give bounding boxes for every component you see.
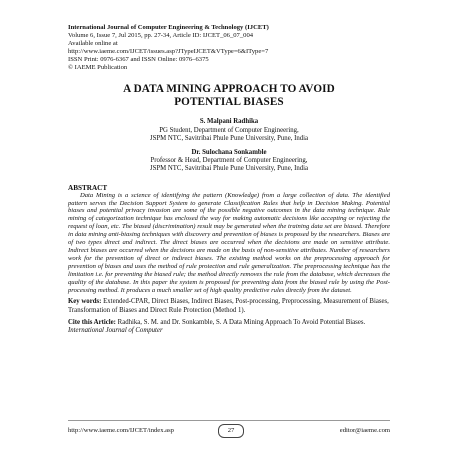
footer-url[interactable]: http://www.iaeme.com/IJCET/index.asp bbox=[68, 427, 174, 434]
author-2-affil-1: Professor & Head, Department of Computer Engineering, bbox=[150, 157, 308, 165]
available-online: Available online at bbox=[68, 39, 118, 47]
paper-title bbox=[68, 83, 390, 109]
issue-url[interactable]: http://www.iaeme.com/IJCET/issues.asp?JTypeIJCET&VType=6&IType=7 bbox=[68, 47, 269, 55]
footer-email[interactable]: editor@iaeme.com bbox=[339, 427, 390, 434]
page-number: 27 bbox=[218, 424, 244, 438]
abstract-body: Data Mining is a science of identifying the pattern (Knowledge) from a large collection of data. The identified pattern serves the Decision Support System to generate Classification Rules that help in Decision Making. Potential biases and potential privacy invasion are some of the possible negative outcomes in the data mining technique. Rule mining of categorization technique has enclosed the way for making automatic decisions like accepting or rejecting the request of loan, etc. The biased (discrimination) result may be generated when the training data set are biased. Therefore in data mining anti-biasing techniques with discovery and prevention of biases is proposed by the researchers. Biases are of two types direct and indirect. The direct biases are occurred when the decisions are made on sensitive attribute. Indirect biases are occurred when the decisions are made on the basis of non-sensitive attributes. Number of researchers work for the prevention of direct or indirect biases. The existing method works on the preprocessing approach for prevention of biases and uses the method of rule protection and rule generalization. The preprocessing technique has the limitation i.e. for preventing the biased rule; the method directly removes the rule from the database, which decreases the quality of the database. In this paper the system is proposed for preventing data from the biased rule by using the Post-processing method. It produces a much smaller set of high quality predictive rules directly from the dataset. bbox=[68, 191, 390, 294]
journal-name: International Journal of Computer Engineering & Technology (IJCET) bbox=[68, 24, 269, 31]
paper-page bbox=[68, 24, 390, 335]
author-1-affil-1: PG Student, Department of Computer Engineering, bbox=[159, 126, 299, 134]
author-1 bbox=[68, 118, 390, 143]
issn-line: ISSN Print: 0976-6367 and ISSN Online: 0976–6375 bbox=[68, 55, 209, 63]
copyright-line: © IAEME Publication bbox=[68, 63, 128, 71]
citation bbox=[68, 319, 390, 335]
author-1-affil-2: JSPM NTC, Savitribai Phule Pune University, Pune, India bbox=[149, 134, 309, 142]
abstract-heading: ABSTRACT bbox=[68, 183, 108, 192]
footer-divider bbox=[68, 420, 390, 421]
cite-text: Radhika, S. M. and Dr. Sonkamble, S. A Data Mining Approach To Avoid Potential Biases. bbox=[117, 318, 366, 326]
volume-line: Volume 6, Issue 7, Jul 2015, pp. 27-34, Article ID: IJCET_06_07_004 bbox=[68, 31, 254, 39]
title-line-2: POTENTIAL BIASES bbox=[174, 96, 284, 109]
cite-label: Cite this Article: bbox=[68, 318, 116, 326]
author-2-name: Dr. Sulochana Sonkamble bbox=[191, 149, 267, 157]
cite-journal: International Journal of Computer bbox=[68, 326, 163, 334]
page-footer bbox=[68, 424, 390, 438]
title-line-1: A DATA MINING APPROACH TO AVOID bbox=[123, 83, 335, 96]
author-2 bbox=[68, 149, 390, 174]
keywords-label: Key words: bbox=[68, 298, 102, 306]
keywords bbox=[68, 298, 390, 314]
journal-header bbox=[68, 24, 390, 71]
keywords-text: Extended-CPAR, Direct Biases, Indirect Biases, Post-processing, Preprocessing, Measurement of Biases, Transformation of Biases and Direct Rule Protection (Method 1). bbox=[68, 298, 389, 314]
author-1-name: S. Malpani Radhika bbox=[199, 118, 259, 126]
author-2-affil-2: JSPM NTC, Savitribai Phule Pune University, Pune, India bbox=[149, 165, 309, 173]
